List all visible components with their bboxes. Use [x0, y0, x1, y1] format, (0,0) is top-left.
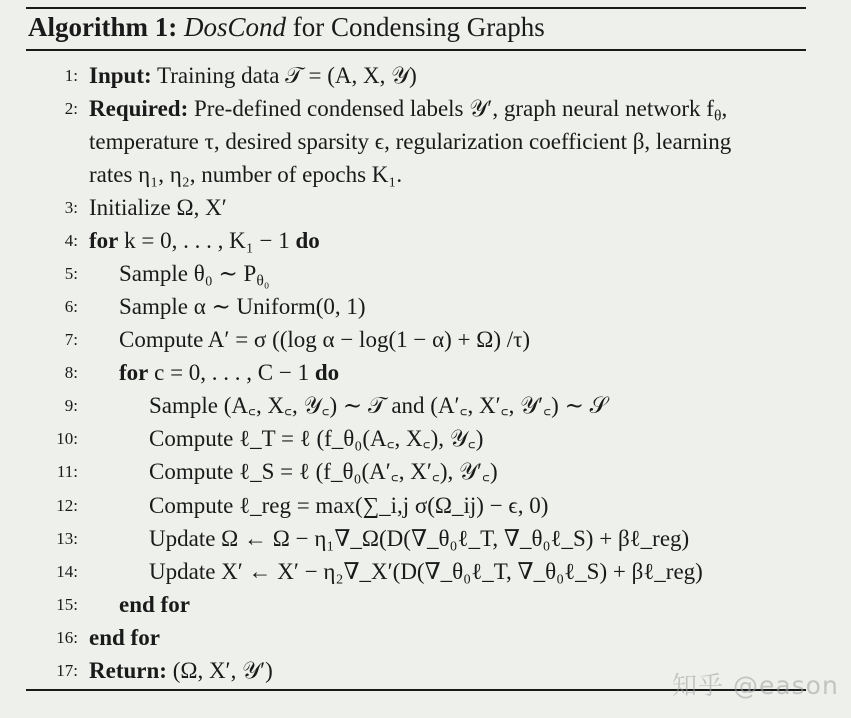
keyword: end for	[119, 592, 190, 617]
line-number: 11:	[56, 462, 78, 481]
line-number: 4:	[64, 231, 78, 250]
algorithm-name: DosCond	[183, 12, 286, 42]
keyword-do: do	[295, 228, 320, 253]
line-text: Compute ℓ_T = ℓ (f_θ₀(A꜀, X꜀), 𝒴꜀)	[149, 426, 484, 451]
watermark: 知乎 @eason	[672, 671, 839, 700]
line-tail: ,	[721, 96, 728, 121]
line-text: Sample θ₀ ∼ P	[119, 261, 257, 286]
algorithm-title	[28, 11, 545, 43]
keyword: Input:	[89, 63, 152, 88]
top-rule	[26, 7, 806, 9]
line-text: temperature τ, desired sparsity ϵ, regularization coefficient β, learning	[89, 129, 732, 154]
line-text: Training data 𝒯 = (A, X, 𝒴)	[151, 63, 417, 88]
algorithm-label: Algorithm 1:	[28, 12, 178, 42]
line-number: 3:	[64, 198, 78, 217]
line-text: Compute ℓ_reg = max(∑_i,j σ(Ω_ij) − ϵ, 0)	[149, 493, 549, 518]
line-subscript: θ₀	[256, 272, 270, 290]
line-text: Pre-defined condensed labels 𝒴′, graph neural network f	[188, 96, 714, 121]
line-number: 15:	[56, 595, 78, 614]
line-number: 17:	[56, 661, 78, 680]
line-number: 10:	[56, 429, 78, 448]
line-number: 8:	[64, 363, 78, 382]
header-rule	[26, 49, 806, 51]
line-text: k = 0, . . . , K₁ − 1	[118, 228, 296, 253]
line-number: 7:	[64, 330, 78, 349]
line-text: Compute A′ = σ ((log α − log(1 − α) + Ω) /τ)	[119, 327, 531, 352]
line-text: rates η₁, η₂, number of epochs K₁.	[89, 162, 403, 187]
line-number: 9:	[64, 396, 78, 415]
line-number: 14:	[56, 562, 78, 581]
keyword-do: do	[314, 360, 340, 385]
keyword: Required:	[89, 96, 189, 121]
keyword: Return:	[89, 658, 167, 683]
line-number: 2:	[64, 99, 78, 118]
line-text: (Ω, X′, 𝒴′)	[166, 658, 273, 683]
keyword: end for	[89, 625, 160, 650]
line-number: 16:	[56, 628, 78, 647]
algorithm-title-rest: for Condensing Graphs	[286, 12, 545, 42]
line-text: Sample α ∼ Uniform(0, 1)	[119, 294, 366, 319]
line-text: Sample (A꜀, X꜀, 𝒴꜀) ∼ 𝒯 and (A′꜀, X′꜀, 𝒴′꜀) ∼ 𝒮	[149, 393, 608, 418]
line-text: Update X′ ← X′ − η₂∇_X′(D(∇_θ₀ℓ_T, ∇_θ₀ℓ_S) + βℓ_reg)	[149, 559, 703, 584]
keyword: for	[119, 360, 149, 385]
line-number: 12:	[56, 496, 78, 515]
line-text: Update Ω ← Ω − η₁∇_Ω(D(∇_θ₀ℓ_T, ∇_θ₀ℓ_S) + βℓ_reg)	[149, 526, 690, 551]
line-number: 6:	[64, 297, 78, 316]
keyword: for	[89, 228, 119, 253]
line-text: Compute ℓ_S = ℓ (f_θ₀(A′꜀, X′꜀), 𝒴′꜀)	[149, 459, 498, 484]
line-subscript: θ	[713, 107, 722, 125]
line-text: c = 0, . . . , C − 1	[148, 360, 315, 385]
line-text: Initialize Ω, X′	[89, 195, 227, 220]
line-number: 1:	[64, 66, 78, 85]
line-number: 5:	[64, 264, 78, 283]
line-number: 13:	[56, 529, 78, 548]
